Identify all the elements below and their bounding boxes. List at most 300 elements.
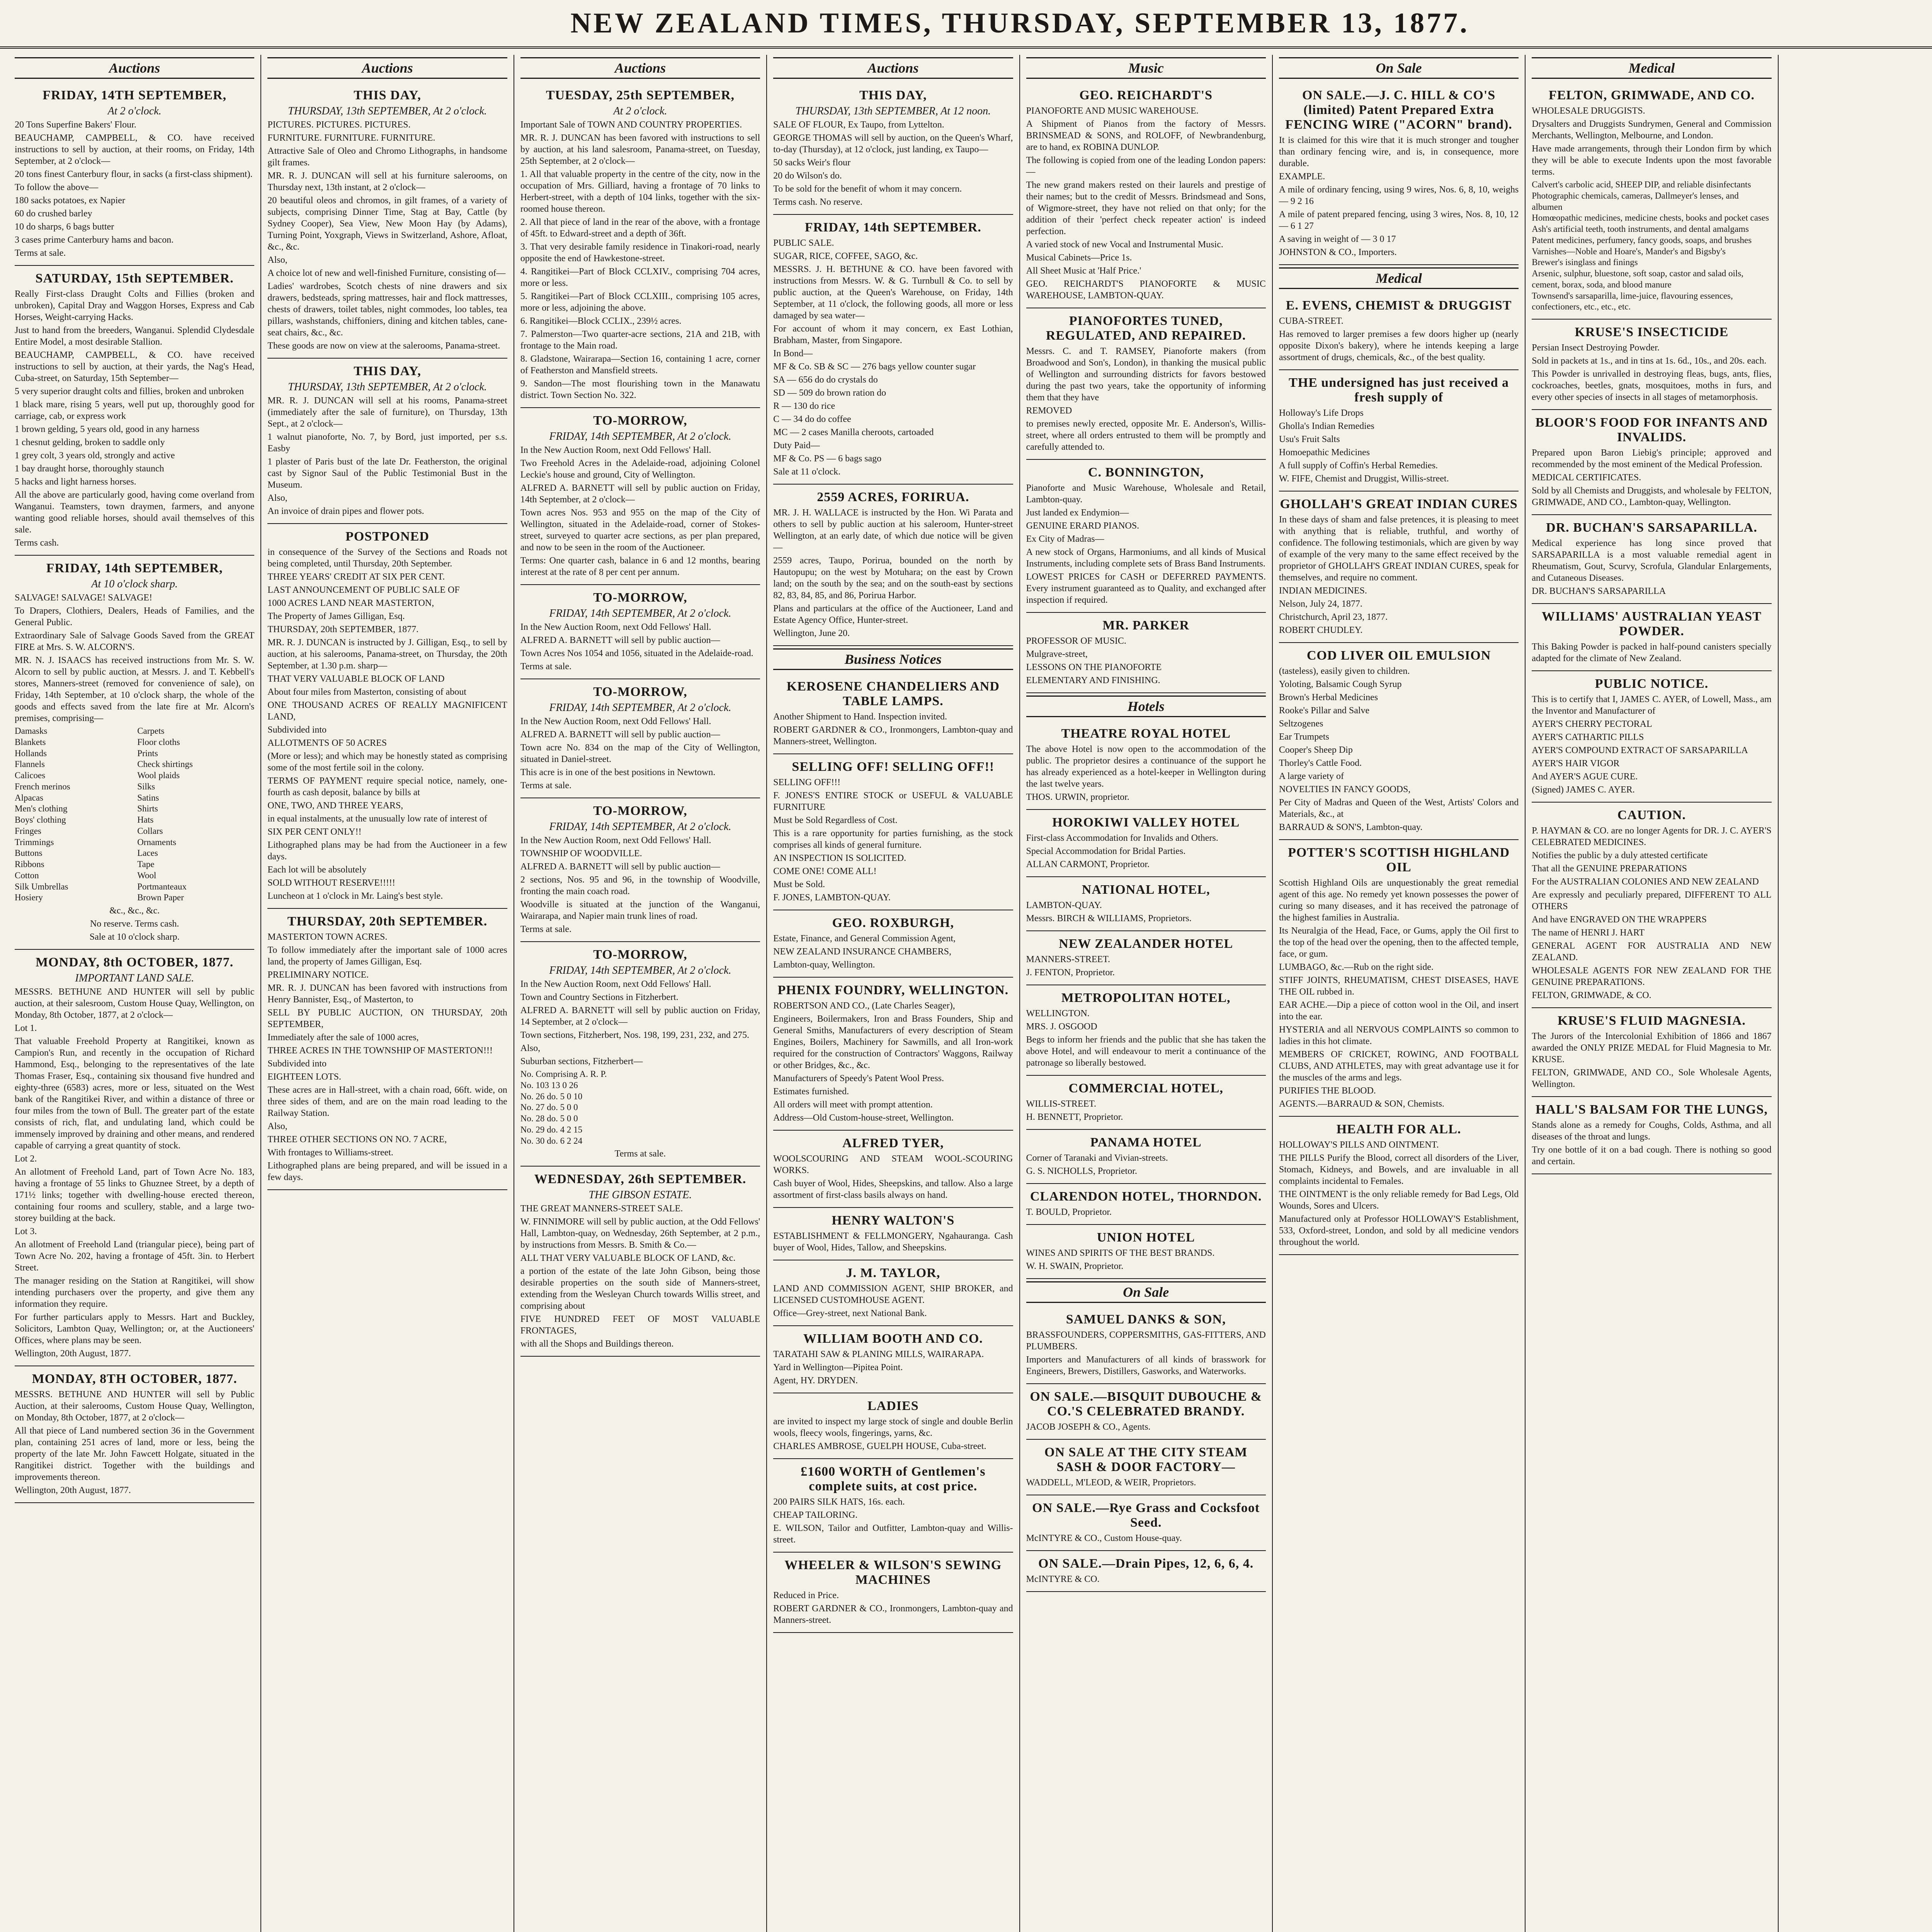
advertisement bbox=[1532, 410, 1771, 515]
advertisement bbox=[15, 950, 254, 1366]
ad-text: The manager residing on the Station at Rangitikei, will show intending purchasers over the property, and give them any information they require. bbox=[15, 1276, 255, 1309]
ad-heading: TO-MORROW, bbox=[593, 590, 687, 605]
list-item: Alpacas bbox=[15, 793, 44, 803]
ad-text: Luncheon at 1 o'clock in Mr. Laing's best style. bbox=[267, 891, 443, 901]
table-row: No. 28 do. 5 0 0 bbox=[520, 1114, 578, 1123]
advertisement bbox=[520, 585, 760, 679]
ad-text: Estimates furnished. bbox=[773, 1087, 849, 1097]
ad-text: SOLD WITHOUT RESERVE!!!!! bbox=[267, 878, 395, 888]
ad-text: MEMBERS OF CRICKET, ROWING, AND FOOTBALL CLUBS, AND ATHLETES, may with great advantage use it for the muscles of the arms and legs. bbox=[1279, 1049, 1519, 1083]
ad-subheading: FRIDAY, 14th SEPTEMBER, At 2 o'clock. bbox=[549, 702, 731, 714]
ad-text: MR. R. J. DUNCAN has been favored with instructions to sell by auction, at his land salesroom, Panama-street, on Tuesday, 25th September, at 2 o'clock— bbox=[520, 133, 760, 166]
advertisement bbox=[1026, 1440, 1266, 1495]
ad-text: SELLING OFF!!! bbox=[773, 777, 841, 787]
ad-heading: GHOLLAH'S GREAT INDIAN CURES bbox=[1280, 497, 1518, 511]
ad-heading: WEDNESDAY, 26th SEPTEMBER. bbox=[534, 1172, 747, 1187]
ad-text: Town sections, Fitzherbert, Nos. 198, 199, 231, 232, and 275. bbox=[520, 1030, 750, 1040]
list-item: Flannels bbox=[15, 759, 45, 769]
advertisement bbox=[267, 359, 507, 524]
list-item: Damasks bbox=[15, 726, 48, 736]
ad-text: 8. Gladstone, Wairarapa—Section 16, containing 1 acre, corner of Featherston and Mansfield streets. bbox=[520, 354, 760, 376]
section-heading: Business Notices bbox=[773, 648, 1013, 670]
list-item: Trimmings bbox=[15, 837, 54, 847]
ad-text: Messrs. C. and T. RAMSEY, Pianoforte makers (from Broadwood and Son's, London), in thanking the musical public of Wellington and surrounding districts for favors bestowed during the past two years, take the opportunity of informing them that they have bbox=[1026, 346, 1266, 403]
ad-text: TOWNSHIP OF WOODVILLE. bbox=[520, 849, 642, 859]
newspaper-page bbox=[0, 49, 1932, 1932]
advertisement bbox=[520, 679, 760, 798]
ad-text: E. WILSON, Tailor and Outfitter, Lambton-quay and Willis-street. bbox=[773, 1523, 1013, 1545]
ad-text: P. HAYMAN & CO. are no longer Agents for DR. J. C. AYER'S CELEBRATED MEDICINES. bbox=[1532, 826, 1772, 847]
ad-text: MF & Co. SB & SC — 276 bags yellow counter sugar bbox=[773, 362, 976, 372]
ad-text: This is a rare opportunity for parties furnishing, as the stock comprises all kinds of general furniture. bbox=[773, 828, 1013, 850]
ad-text: Begs to inform her friends and the public that she has taken the above Hotel, and will endeavour to merit a continuance of the patronage so liberally bestowed. bbox=[1026, 1035, 1266, 1068]
ad-text: LESSONS ON THE PIANOFORTE bbox=[1026, 662, 1162, 672]
ad-text: Yard in Wellington—Pipitea Point. bbox=[773, 1362, 903, 1372]
list-item: Silk Umbrellas bbox=[15, 881, 68, 891]
ad-text: Agent, HY. DRYDEN. bbox=[773, 1376, 858, 1386]
ad-heading: WILLIAMS' AUSTRALIAN YEAST POWDER. bbox=[1542, 609, 1762, 638]
ad-text: Importers and Manufacturers of all kinds of brasswork for Engineers, Brewers, Distillers, Gasworks, and Waterworks. bbox=[1026, 1355, 1266, 1376]
advertisement bbox=[1026, 1551, 1266, 1592]
advertisement bbox=[1279, 492, 1519, 643]
ad-text: Also, bbox=[267, 255, 287, 265]
advertisement bbox=[1532, 803, 1771, 1008]
ad-heading: 2559 ACRES, FORIRUA. bbox=[817, 490, 969, 504]
list-item: Hollands bbox=[15, 748, 47, 758]
ad-text: FURNITURE. FURNITURE. FURNITURE. bbox=[267, 133, 435, 143]
ad-text: AYER'S CATHARTIC PILLS bbox=[1532, 732, 1644, 742]
ad-heading: FELTON, GRIMWADE, AND CO. bbox=[1548, 88, 1755, 102]
ad-text: Sold in packets at 1s., and in tins at 1s. 6d., 10s., and 20s. each. bbox=[1532, 356, 1767, 366]
ad-heading: POSTPONED bbox=[345, 529, 429, 544]
ad-text: (More or less); and which may be honestly stated as comprising some of the most fertile soil in the colony. bbox=[267, 751, 507, 773]
section-heading: Medical bbox=[1279, 267, 1519, 289]
list-item: Homœopathic medicines, medicine chests, books and pocket cases bbox=[1532, 213, 1769, 223]
ad-text: MR. R. J. DUNCAN will sell at his furniture salerooms, on Thursday next, 13th instant, at 2 o'clock— bbox=[267, 171, 507, 192]
list-item: Photographic chemicals, cameras, Dallmeyer's lenses, and albumen bbox=[1532, 190, 1739, 212]
ad-text: Woodville is situated at the junction of the Wanganui, Wairarapa, and Napier main trunk lines of road. bbox=[520, 900, 760, 921]
ad-text: Subdivided into bbox=[267, 725, 327, 735]
ad-text: Musical Cabinets—Price 1s. bbox=[1026, 253, 1132, 263]
ad-text: ROBERT CHUDLEY. bbox=[1279, 625, 1363, 635]
list-item: Shirts bbox=[137, 804, 158, 814]
ad-text: FIVE HUNDRED FEET OF MOST VALUABLE FRONTAGES, bbox=[520, 1314, 760, 1336]
ad-text: 9. Sandon—The most flourishing town in the Manawatu district. Town Section No. 322. bbox=[520, 379, 760, 400]
advertisement bbox=[1532, 1097, 1771, 1174]
advertisement bbox=[1532, 1008, 1771, 1097]
advertisement bbox=[773, 1326, 1013, 1393]
advertisement bbox=[1026, 1076, 1266, 1130]
list-item: Hats bbox=[137, 815, 154, 825]
ad-text: Nelson, July 24, 1877. bbox=[1279, 599, 1362, 609]
ad-text: Notifies the public by a duly attested certificate bbox=[1532, 850, 1708, 861]
ad-heading: TO-MORROW, bbox=[593, 947, 687, 962]
ad-text: 5. Rangitikei—Part of Block CCLXIII., comprising 105 acres, more or less, adjoining the above. bbox=[520, 291, 760, 313]
ad-text: This acre is in one of the best positions in Newtown. bbox=[520, 767, 716, 777]
ad-text: Lambton-quay, Wellington. bbox=[773, 960, 875, 970]
ad-text: NOVELTIES IN FANCY GOODS, bbox=[1279, 784, 1411, 794]
advertisement bbox=[15, 266, 254, 556]
ad-text: Terms at sale. bbox=[614, 1149, 666, 1159]
section-heading: On Sale bbox=[1026, 1281, 1266, 1303]
advertisement bbox=[773, 485, 1013, 646]
advertisement bbox=[1026, 985, 1266, 1076]
ad-text: SALVAGE! SALVAGE! SALVAGE! bbox=[15, 593, 153, 603]
advertisement bbox=[520, 798, 760, 942]
ad-text: GEO. REICHARDT'S PIANOFORTE & MUSIC WAREHOUSE, LAMBTON-QUAY. bbox=[1026, 279, 1266, 301]
ad-subheading: At 2 o'clock. bbox=[107, 105, 162, 117]
list-item: Patent medicines, perfumery, fancy goods, soaps, and brushes bbox=[1532, 235, 1752, 245]
ad-text: 180 sacks potatoes, ex Napier bbox=[15, 196, 125, 206]
ad-text: A mile of ordinary fencing, using 9 wires, Nos. 6, 8, 10, weighs — 9 2 16 bbox=[1279, 185, 1519, 206]
ad-heading: GEO. REICHARDT'S bbox=[1079, 88, 1213, 102]
list-item: Carpets bbox=[137, 726, 165, 736]
ad-text: ALFRED A. BARNETT will sell by public auction— bbox=[520, 730, 720, 740]
ad-text: REMOVED bbox=[1026, 406, 1072, 416]
advertisement bbox=[773, 1459, 1013, 1553]
ad-text: A saving in weight of — 3 0 17 bbox=[1279, 234, 1396, 244]
ad-text: DR. BUCHAN'S SARSAPARILLA bbox=[1532, 586, 1666, 596]
ad-heading: HALL'S BALSAM FOR THE LUNGS, bbox=[1536, 1102, 1768, 1117]
ad-heading: COD LIVER OIL EMULSION bbox=[1306, 648, 1491, 663]
ad-subheading: THURSDAY, 13th SEPTEMBER, At 2 o'clock. bbox=[288, 381, 487, 393]
advertisement bbox=[773, 910, 1013, 978]
column bbox=[1526, 55, 1778, 1932]
advertisement bbox=[773, 215, 1013, 485]
ad-text: Brown's Herbal Medicines bbox=[1279, 692, 1378, 702]
ad-heading: MONDAY, 8TH OCTOBER, 1877. bbox=[32, 1372, 237, 1386]
ad-text: INDIAN MEDICINES. bbox=[1279, 586, 1367, 596]
ad-text: To Drapers, Clothiers, Dealers, Heads of Families, and the General Public. bbox=[15, 606, 255, 628]
ad-text: SD — 509 do brown ration do bbox=[773, 388, 886, 398]
ad-text: A full supply of Coffin's Herbal Remedies. bbox=[1279, 461, 1438, 471]
ad-text: An invoice of drain pipes and flower pots. bbox=[267, 506, 424, 516]
ad-text: Terms at sale. bbox=[15, 248, 66, 258]
advertisement bbox=[1279, 83, 1519, 265]
ad-text: Wellington, 20th August, 1877. bbox=[15, 1349, 131, 1359]
ad-text: MR. J. H. WALLACE is instructed by the Hon. Wi Parata and others to sell by public auction at his saleroom, Hunter-street Wellington, at an early date, of which due notice will be given— bbox=[773, 508, 1013, 553]
list-item: Blankets bbox=[15, 737, 46, 747]
ad-text: 50 sacks Weir's flour bbox=[773, 158, 851, 168]
ad-heading: PUBLIC NOTICE. bbox=[1595, 677, 1709, 691]
ad-text: In the New Auction Room, next Odd Fellows' Hall. bbox=[520, 716, 711, 726]
ad-text: These goods are now on view at the salerooms, Panama-street. bbox=[267, 341, 500, 351]
ad-text: 1. All that valuable property in the centre of the city, now in the occupation of Mrs. Gilliard, having a frontage of 70 links to Herbert-street, with a depth of 104 links, together with the six-roomed house thereon. bbox=[520, 169, 760, 214]
ad-text: McINTYRE & CO., Custom House-quay. bbox=[1026, 1533, 1182, 1543]
ad-text: Town acre No. 834 on the map of the City of Wellington, situated in Daniel-street. bbox=[520, 743, 760, 764]
ad-text: McINTYRE & CO. bbox=[1026, 1574, 1100, 1584]
list-item: Calicoes bbox=[15, 770, 46, 780]
ad-text: 1 brown gelding, 5 years old, good in any harness bbox=[15, 424, 199, 434]
ad-heading: POTTER'S SCOTTISH HIGHLAND OIL bbox=[1288, 845, 1510, 874]
ad-text: AYER'S HAIR VIGOR bbox=[1532, 759, 1620, 769]
advertisement bbox=[1026, 460, 1266, 613]
ad-text: THAT VERY VALUABLE BLOCK OF LAND bbox=[267, 674, 445, 684]
ad-text: ALFRED A. BARNETT will sell by public auction on Friday, 14th September, at 2 o'clock— bbox=[520, 483, 760, 505]
advertisement bbox=[1026, 931, 1266, 985]
ad-subheading: THE GIBSON ESTATE. bbox=[588, 1189, 692, 1201]
ad-heading: E. EVENS, CHEMIST & DRUGGIST bbox=[1286, 298, 1512, 313]
ad-text: CHARLES AMBROSE, GUELPH HOUSE, Cuba-street. bbox=[773, 1441, 986, 1451]
ad-text: 7. Palmerston—Two quarter-acre sections, 21A and 21B, with frontage to the Main road. bbox=[520, 329, 760, 351]
ad-heading: ON SALE AT THE CITY STEAM SASH & DOOR FACTORY— bbox=[1044, 1445, 1248, 1474]
ad-text: Estate, Finance, and General Commission Agent, bbox=[773, 934, 956, 944]
ad-text: Have made arrangements, through their London firm by which they will be able to execute Indents upon the most favorable terms. bbox=[1532, 144, 1772, 177]
ad-text: H. BENNETT, Proprietor. bbox=[1026, 1112, 1123, 1122]
ad-text: Yoloting, Balsamic Cough Syrup bbox=[1279, 679, 1402, 689]
ad-text: CHEAP TAILORING. bbox=[773, 1510, 858, 1520]
column bbox=[9, 55, 261, 1932]
item-list bbox=[1532, 179, 1771, 313]
column bbox=[1779, 55, 1932, 1932]
ad-text: WHOLESALE DRUGGISTS. bbox=[1532, 106, 1645, 116]
ad-text: HYSTERIA and all NERVOUS COMPLAINTS so common to ladies in this hot climate. bbox=[1279, 1025, 1519, 1046]
ad-text: Lithographed plans are being prepared, and will be issued in a few days. bbox=[267, 1161, 507, 1182]
ad-text: EXAMPLE. bbox=[1279, 172, 1325, 182]
ad-text: Each lot will be absolutely bbox=[267, 865, 367, 875]
section-heading: Hotels bbox=[1026, 696, 1266, 717]
ad-text: Manufactured only at Professor HOLLOWAY'S Establishment, 533, Oxford-street, London, and sold by all medicine vendors throughout the world. bbox=[1279, 1214, 1519, 1247]
ad-text: Important Sale of TOWN AND COUNTRY PROPERTIES. bbox=[520, 120, 742, 130]
ad-heading: FRIDAY, 14TH SEPTEMBER, bbox=[43, 88, 227, 102]
ad-text: WILLIS-STREET. bbox=[1026, 1099, 1097, 1109]
list-item: Buttons bbox=[15, 848, 43, 858]
ad-text: Sold by all Chemists and Druggists, and wholesale by FELTON, GRIMWADE, AND CO., Lambton-quay, Wellington. bbox=[1532, 486, 1772, 507]
advertisement bbox=[773, 1260, 1013, 1326]
ad-text: F. JONES, LAMBTON-QUAY. bbox=[773, 893, 891, 903]
ad-text: PRELIMINARY NOTICE. bbox=[267, 970, 369, 980]
ad-heading: KRUSE'S FLUID MAGNESIA. bbox=[1558, 1014, 1746, 1028]
ad-text: ROBERT GARDNER & CO., Ironmongers, Lambton-quay and Manners-street, Wellington. bbox=[773, 725, 1013, 747]
ad-text: FELTON, GRIMWADE, & CO. bbox=[1532, 990, 1651, 1000]
ad-text: Manufacturers of Speedy's Patent Wool Press. bbox=[773, 1073, 944, 1083]
advertisement bbox=[1532, 320, 1771, 410]
ad-text: THURSDAY, 20th SEPTEMBER, 1877. bbox=[267, 624, 419, 634]
ad-text: Are expressly and peculiarly prepared, DIFFERENT TO ALL OTHERS bbox=[1532, 890, 1772, 912]
ad-text: Suburban sections, Fitzherbert— bbox=[520, 1056, 643, 1066]
advertisement bbox=[1026, 1130, 1266, 1184]
advertisement bbox=[1026, 721, 1266, 810]
ad-text: MANNERS-STREET. bbox=[1026, 954, 1111, 964]
ad-text: in consequence of the Survey of the Sections and Roads not being completed, until Thursday, 20th September. bbox=[267, 547, 507, 569]
ad-text: EIGHTEEN LOTS. bbox=[267, 1072, 342, 1082]
ad-text: MF & Co. PS — 6 bags sago bbox=[773, 454, 882, 464]
ad-text: &c., &c., &c. bbox=[109, 906, 160, 916]
ad-heading: SATURDAY, 15th SEPTEMBER. bbox=[35, 271, 234, 286]
ad-text: Town Acres Nos 1054 and 1056, situated in the Adelaide-road. bbox=[520, 648, 753, 658]
ad-heading: TUESDAY, 25th SEPTEMBER, bbox=[546, 88, 735, 102]
ad-text: Seltzogenes bbox=[1279, 719, 1323, 729]
ad-heading: THIS DAY, bbox=[859, 88, 927, 102]
advertisement bbox=[1026, 877, 1266, 931]
ad-text: WHOLESALE AGENTS FOR NEW ZEALAND FOR THE GENUINE PREPARATIONS. bbox=[1532, 966, 1772, 987]
ad-heading: C. BONNINGTON, bbox=[1088, 465, 1204, 480]
list-item: Silks bbox=[137, 781, 155, 791]
ad-text: MASTERTON TOWN ACRES. bbox=[267, 932, 388, 942]
ad-heading: GEO. ROXBURGH, bbox=[832, 916, 954, 930]
ad-text: Gholla's Indian Remedies bbox=[1279, 421, 1374, 431]
table-row: No. 26 do. 5 0 10 bbox=[520, 1091, 583, 1101]
ad-text: PIANOFORTE AND MUSIC WAREHOUSE. bbox=[1026, 106, 1199, 116]
ad-heading: NEW ZEALANDER HOTEL bbox=[1059, 937, 1233, 951]
advertisement bbox=[1532, 604, 1771, 671]
masthead-title: NEW ZEALAND TIMES, THURSDAY, SEPTEMBER 13, 1877. bbox=[570, 7, 1469, 39]
list-item: Ash's artificial teeth, tooth instruments, and dental amalgams bbox=[1532, 224, 1749, 234]
list-item: Townsend's sarsaparilla, lime-juice, flavouring essences, confectioners, etc., etc., etc. bbox=[1532, 291, 1733, 312]
ad-heading: ALFRED TYER, bbox=[842, 1136, 944, 1150]
ad-text: THE OINTMENT is the only reliable remedy for Bad Legs, Old Wounds, Sores and Ulcers. bbox=[1279, 1189, 1519, 1211]
ad-text: MR. R. J. DUNCAN is instructed by J. Gilligan, Esq., to sell by auction, at his salerooms, Panama-street, on Thursday, the 20th September, at 1.30 p.m. sharp— bbox=[267, 638, 507, 671]
ad-heading: THURSDAY, 20th SEPTEMBER. bbox=[287, 914, 488, 929]
ad-subheading: FRIDAY, 14th SEPTEMBER, At 2 o'clock. bbox=[549, 964, 731, 976]
ad-text: Cooper's Sheep Dip bbox=[1279, 745, 1353, 755]
list-item: Wool plaids bbox=[137, 770, 180, 780]
ad-text: Two Freehold Acres in the Adelaide-road, adjoining Colonel Leckie's house and ground, City of Wellington. bbox=[520, 458, 760, 480]
ad-text: PICTURES. PICTURES. PICTURES. bbox=[267, 120, 411, 130]
ad-heading: PANAMA HOTEL bbox=[1090, 1135, 1202, 1150]
ad-text: ALLOTMENTS OF 50 ACRES bbox=[267, 738, 387, 748]
ad-text: Duty Paid— bbox=[773, 440, 820, 451]
ad-text: Really First-class Draught Colts and Fillies (broken and unbroken), Capital Dray and Waggon Horses, Express and Cab Horses, Weight-carrying Hacks. bbox=[15, 289, 255, 322]
ad-text: The new grand makers rested on their laurels and prestige of their names; but to the credit of Messrs. Brindsmead and Sons, of Wigmore-street, they have not relied on that only; for the addition of their 'perfect check repeater action' is indeed perfection. bbox=[1026, 180, 1266, 236]
ad-text: Reduced in Price. bbox=[773, 1590, 839, 1600]
list-item: Varnishes—Noble and Hoare's, Mander's and Bigsby's bbox=[1532, 246, 1726, 256]
ad-heading: THIS DAY, bbox=[354, 88, 421, 102]
section-heading: Medical bbox=[1532, 57, 1771, 79]
ad-text: ONE THOUSAND ACRES OF REALLY MAGNIFICENT LAND, bbox=[267, 700, 507, 722]
ad-heading: MR. PARKER bbox=[1102, 618, 1190, 633]
advertisement bbox=[1026, 1184, 1266, 1225]
table-row: No. 103 13 0 26 bbox=[520, 1080, 578, 1090]
ad-subheading: FRIDAY, 14th SEPTEMBER, At 2 o'clock. bbox=[549, 821, 731, 833]
ad-text: A Shipment of Pianos from the factory of Messrs. BRINSMEAD & SONS, and ROLOFF, of Newbrandenburg, are to hand, ex ROBINA DUNLOP. bbox=[1026, 119, 1266, 152]
list-item: Check shirtings bbox=[137, 759, 193, 769]
advertisement bbox=[520, 83, 760, 408]
ad-text: 2 sections, Nos. 95 and 96, in the township of Woodville, fronting the main coach road. bbox=[520, 875, 760, 896]
advertisement bbox=[1532, 515, 1771, 604]
ad-text: 6. Rangitikei—Block CCLIX., 239½ acres. bbox=[520, 316, 682, 326]
ad-text: Special Accommodation for Bridal Parties. bbox=[1026, 846, 1186, 856]
ad-text: to premises newly erected, opposite Mr. E. Anderson's, Willis-street, where all orders entrusted to them will be promptly and carefully attended to. bbox=[1026, 419, 1266, 452]
ad-text: LAST ANNOUNCEMENT OF PUBLIC SALE OF bbox=[267, 585, 460, 595]
ad-text: For account of whom it may concern, ex East Lothian, Brabham, Master, from Singapore. bbox=[773, 324, 1013, 345]
ad-text: ALFRED A. BARNETT will sell by public auction on Friday, 14 September, at 2 o'clock— bbox=[520, 1005, 760, 1027]
ad-text: Try one bottle of it on a bad cough. There is nothing so good and certain. bbox=[1532, 1145, 1772, 1167]
ad-text: Town acres Nos. 953 and 955 on the map of the City of Wellington, situated in the Adelaide-road, corner of Stokes-street, surveyed to quarter acre sections, as per plan prepared, and now to be seen in the room of the Auctioneer. bbox=[520, 508, 760, 553]
list-item: Brown Paper bbox=[137, 893, 184, 903]
ad-text: ALFRED A. BARNETT will sell by public auction— bbox=[520, 635, 720, 645]
ad-text: Sale at 11 o'clock. bbox=[773, 467, 841, 477]
ad-text: THOS. URWIN, proprietor. bbox=[1026, 792, 1129, 802]
ad-text: LOWEST PRICES for CASH or DEFERRED PAYMENTS. Every instrument guaranteed as to Quality, and exchanged after inspection if required. bbox=[1026, 572, 1266, 605]
list-item: Calvert's carbolic acid, SHEEP DIP, and reliable disinfectants bbox=[1532, 180, 1751, 189]
ad-text: Lot 1. bbox=[15, 1023, 37, 1033]
ad-text: The following is copied from one of the leading London papers:— bbox=[1026, 155, 1266, 177]
list-item: Cotton bbox=[15, 870, 39, 880]
ad-text: J. FENTON, Proprietor. bbox=[1026, 968, 1115, 978]
ad-text: All orders will meet with prompt attention. bbox=[773, 1100, 933, 1110]
ad-heading: THIS DAY, bbox=[354, 364, 421, 378]
list-item: Tape bbox=[137, 859, 155, 869]
ad-text: BRASSFOUNDERS, COPPERSMITHS, GAS-FITTERS, AND PLUMBERS. bbox=[1026, 1330, 1266, 1352]
ad-text: 60 do crushed barley bbox=[15, 209, 92, 219]
ad-text: All that piece of Land numbered section 36 in the Government plan, containing 251 acres of land, more or less, being the property of the late Mr. John Fawcett Holgate, situated in the Rangitikei district. Together with the buildings and improvements thereon. bbox=[15, 1426, 255, 1482]
ad-text: ALLAN CARMONT, Proprietor. bbox=[1026, 859, 1150, 869]
ad-text: Also, bbox=[267, 1121, 287, 1131]
ad-text: Terms cash. No reserve. bbox=[773, 197, 863, 207]
ad-text: This is to certify that I, JAMES C. AYER, of Lowell, Mass., am the Inventor and Manufacturer of bbox=[1532, 694, 1772, 716]
ad-text: 200 PAIRS SILK HATS, 16s. each. bbox=[773, 1497, 905, 1507]
ad-text: Its Neuralgia of the Head, Face, or Gums, apply the Oil first to the top of the head over the opening, then to the affected temple, face, or gum. bbox=[1279, 926, 1519, 959]
ad-text: EAR ACHE.—Dip a piece of cotton wool in the Oil, and insert into the ear. bbox=[1279, 1000, 1519, 1022]
ad-text: A large variety of bbox=[1279, 771, 1344, 781]
ad-text: 1 plaster of Paris bust of the late Dr. Featherston, the original cast by Signor Saul of the Public Testimonial Bust in the Museum. bbox=[267, 457, 507, 490]
list-item: Ribbons bbox=[15, 859, 44, 869]
list-item: Laces bbox=[137, 848, 158, 858]
advertisement bbox=[1026, 83, 1266, 308]
ad-text: And AYER'S AGUE CURE. bbox=[1532, 772, 1638, 782]
advertisement bbox=[15, 83, 254, 266]
advertisement bbox=[1026, 1384, 1266, 1440]
ad-text: In Bond— bbox=[773, 349, 813, 359]
list-item: Brewer's isinglass and finings bbox=[1532, 257, 1638, 267]
ad-text: GEORGE THOMAS will sell by auction, on the Queen's Wharf, to-day (Thursday), at 12 o'clock, just landing, ex Taupo— bbox=[773, 133, 1013, 155]
ad-text: LAND AND COMMISSION AGENT, SHIP BROKER, and LICENSED CUSTOMHOUSE AGENT. bbox=[773, 1284, 1013, 1305]
ad-text: 2. All that piece of land in the rear of the above, with a frontage of 45ft. to Edward-street and a depth of 36ft. bbox=[520, 217, 760, 239]
ad-text: MR. R. J. DUNCAN will sell at his rooms, Panama-street (immediately after the sale of furniture), on Thursday, 13th Sept., at 2 o'clock— bbox=[267, 396, 507, 429]
ad-text: Pianoforte and Music Warehouse, Wholesale and Retail, Lambton-quay. bbox=[1026, 483, 1266, 505]
ad-text: C — 34 do do coffee bbox=[773, 414, 851, 424]
ad-text: 1 chesnut gelding, broken to saddle only bbox=[15, 437, 165, 447]
ad-text: Christchurch, April 23, 1877. bbox=[1279, 612, 1388, 622]
ad-text: An allotment of Freehold Land (triangular piece), being part of Town Acre No. 202, having a frontage of 45ft. 3in. to Herbert Street. bbox=[15, 1240, 255, 1273]
list-item: Hosiery bbox=[15, 893, 43, 903]
ad-heading: TO-MORROW, bbox=[593, 685, 687, 699]
list-item: Prints bbox=[137, 748, 158, 758]
ad-heading: CAUTION. bbox=[1617, 808, 1686, 822]
ad-heading: ON SALE.—J. C. HILL & CO'S (limited) Patent Prepared Extra FENCING WIRE ("ACORN" brand). bbox=[1285, 88, 1512, 132]
ad-text: AN INSPECTION IS SOLICITED. bbox=[773, 853, 906, 863]
ad-text: Another Shipment to Hand. Inspection invited. bbox=[773, 712, 947, 722]
ad-text: In the New Auction Room, next Odd Fellows' Hall. bbox=[520, 835, 711, 845]
ad-heading: WILLIAM BOOTH AND CO. bbox=[803, 1332, 983, 1346]
ad-heading: ON SALE.—Rye Grass and Cocksfoot Seed. bbox=[1032, 1501, 1260, 1530]
section-heading: Music bbox=[1026, 57, 1266, 79]
ad-text: FELTON, GRIMWADE, AND CO., Sole Wholesale Agents, Wellington. bbox=[1532, 1068, 1772, 1089]
ad-heading: HENRY WALTON'S bbox=[832, 1213, 955, 1228]
ad-text: Ear Trumpets bbox=[1279, 732, 1329, 742]
ad-heading: KEROSENE CHANDELIERS AND TABLE LAMPS. bbox=[786, 679, 1000, 708]
list-item: Collars bbox=[137, 826, 163, 836]
ad-heading: NATIONAL HOTEL, bbox=[1082, 883, 1210, 897]
advertisement bbox=[520, 408, 760, 585]
advertisement bbox=[1026, 1307, 1266, 1384]
ad-text: Per City of Madras and Queen of the West, Artists' Colors and Materials, &c., at bbox=[1279, 798, 1519, 819]
section-heading: Auctions bbox=[15, 57, 254, 79]
advertisement bbox=[267, 524, 507, 909]
ad-text: 1 walnut pianoforte, No. 7, by Bord, just imported, per s.s. Easby bbox=[267, 432, 507, 454]
advertisement bbox=[773, 754, 1013, 910]
item-list bbox=[15, 726, 254, 903]
ad-text: WADDELL, M'LEOD, & WEIR, Proprietors. bbox=[1026, 1478, 1196, 1488]
ad-text: COME ONE! COME ALL! bbox=[773, 866, 877, 876]
ad-text: AYER'S COMPOUND EXTRACT OF SARSAPARILLA bbox=[1532, 745, 1748, 755]
ad-text: (tasteless), easily given to children. bbox=[1279, 666, 1410, 676]
ad-text: in equal instalments, at the unusually low rate of interest of bbox=[267, 814, 487, 824]
ad-heading: FRIDAY, 14th SEPTEMBER, bbox=[46, 561, 223, 575]
ad-text: ROBERTSON AND CO., (Late Charles Seager), bbox=[773, 1001, 955, 1011]
ad-text: 20 tons finest Canterbury flour, in sacks (a first-class shipment). bbox=[15, 169, 253, 179]
